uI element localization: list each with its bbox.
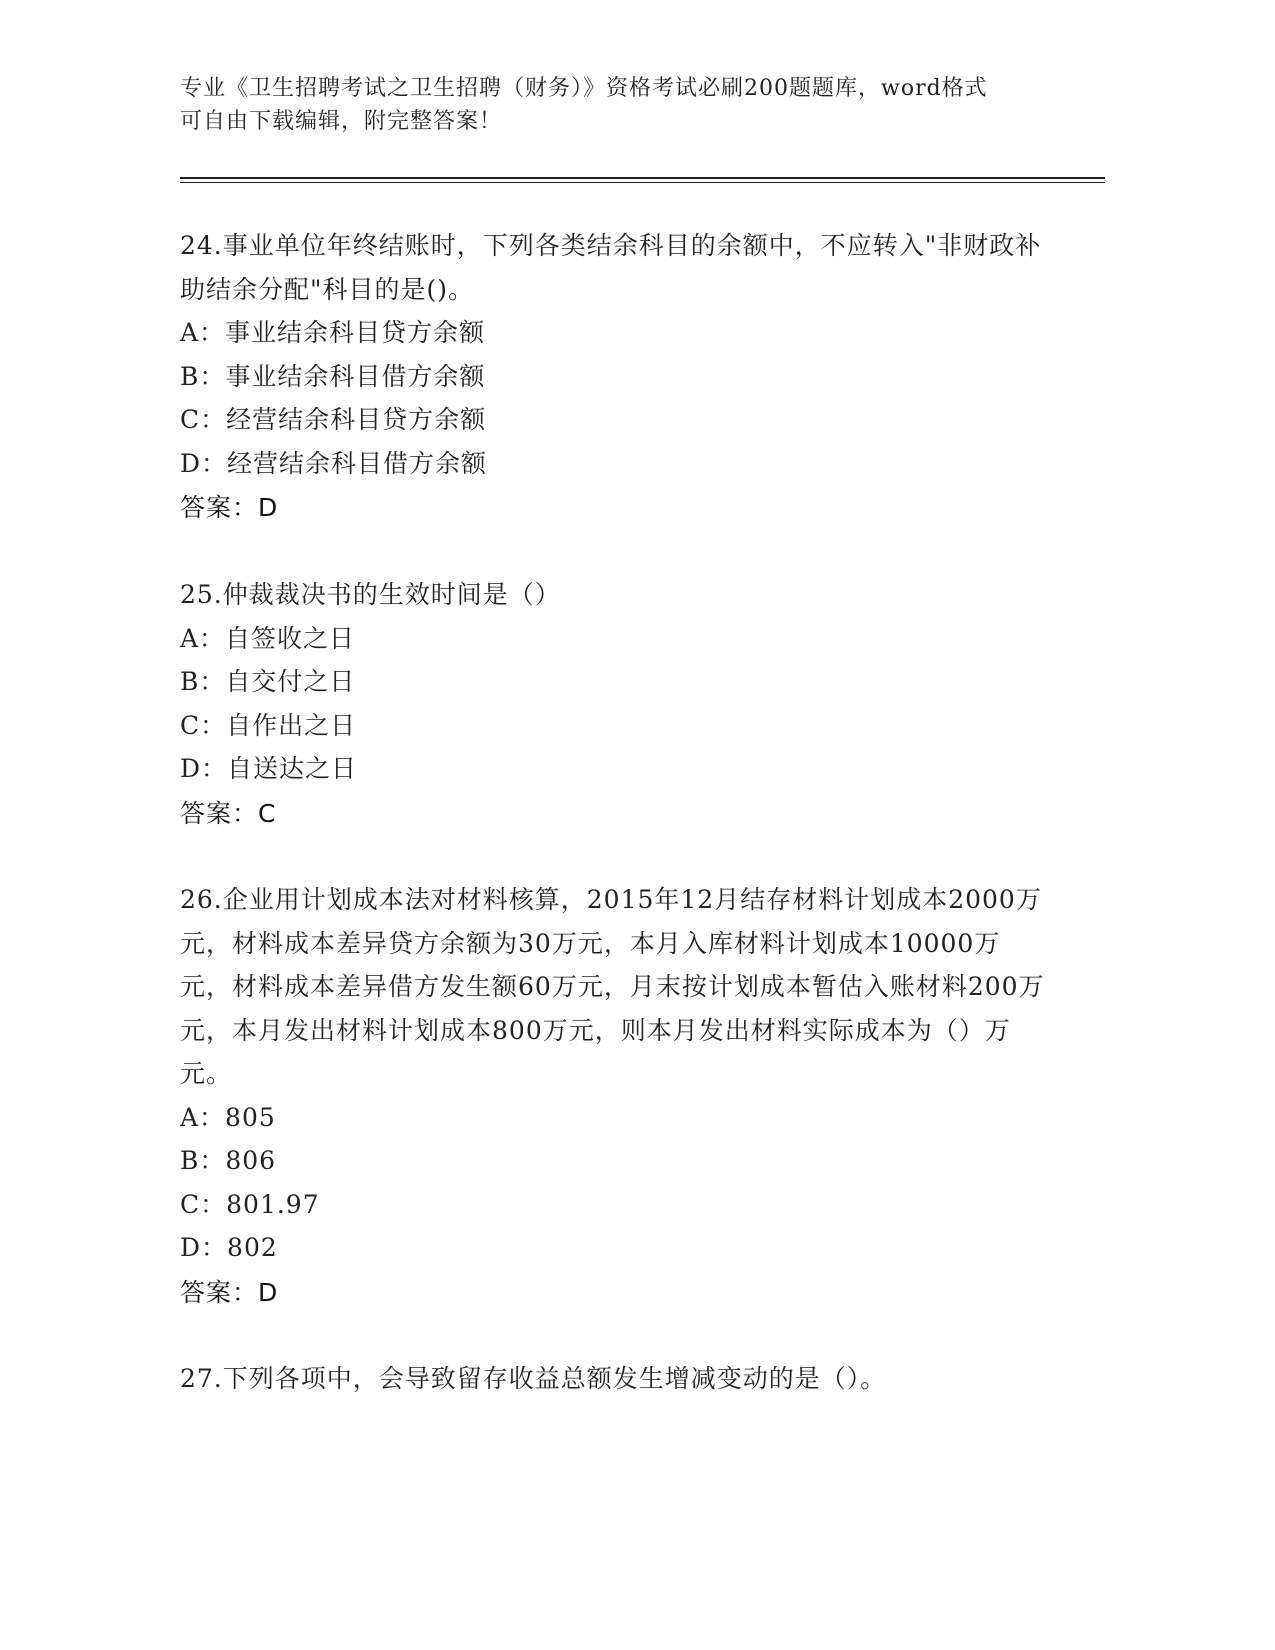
header-divider-thick <box>180 177 1105 179</box>
answer: 答案：C <box>180 798 277 828</box>
option-b: B：事业结余科目借方余额 <box>180 361 486 391</box>
document-header <box>180 72 1060 138</box>
option-d: D：经营结余科目借方余额 <box>180 448 488 478</box>
answer: 答案：D <box>180 1277 279 1307</box>
option-c: C：801.97 <box>180 1189 320 1219</box>
option-b: B：806 <box>180 1146 277 1175</box>
question-27 <box>180 1357 1050 1401</box>
answer: 答案：D <box>180 493 279 522</box>
question-25 <box>180 573 1050 836</box>
header-title-line-2: 可自由下载编辑，附完整答案！ <box>180 109 503 134</box>
option-c: C：自作出之日 <box>180 710 357 740</box>
question-24 <box>180 224 1050 530</box>
header-divider-thin <box>180 182 1105 183</box>
question-stem: 24.事业单位年终结账时，下列各类结余科目的余额中，不应转入"非财政补助结余分配"科目的是()。 <box>180 231 1042 304</box>
header-title-line-1: 专业《卫生招聘考试之卫生招聘（财务）》资格考试必刷200题题库，word格式 <box>180 76 988 101</box>
question-stem: 25.仲裁裁决书的生效时间是（） <box>180 580 561 609</box>
question-stem: 27.下列各项中，会导致留存收益总额发生增减变动的是（）。 <box>180 1364 887 1393</box>
option-a: A：事业结余科目贷方余额 <box>180 318 486 347</box>
option-c: C：经营结余科目贷方余额 <box>180 405 487 434</box>
option-d: D：802 <box>180 1233 278 1262</box>
question-26 <box>180 878 1050 1315</box>
option-b: B：自交付之日 <box>180 667 356 696</box>
option-d: D：自送达之日 <box>180 754 358 783</box>
option-a: A：805 <box>180 1102 276 1132</box>
question-stem: 26.企业用计划成本法对材料核算，2015年12月结存材料计划成本2000万元，材料成本差异贷方余额为30万元，本月入库材料计划成本10000万元，材料成本差异借方发生额60万元，月末按计划成本暂估入账材料200万元，本月发出材料计划成本800万元，则本月发出材料实际成本为（）万元。 <box>180 885 1045 1088</box>
option-a: A：自签收之日 <box>180 623 356 653</box>
